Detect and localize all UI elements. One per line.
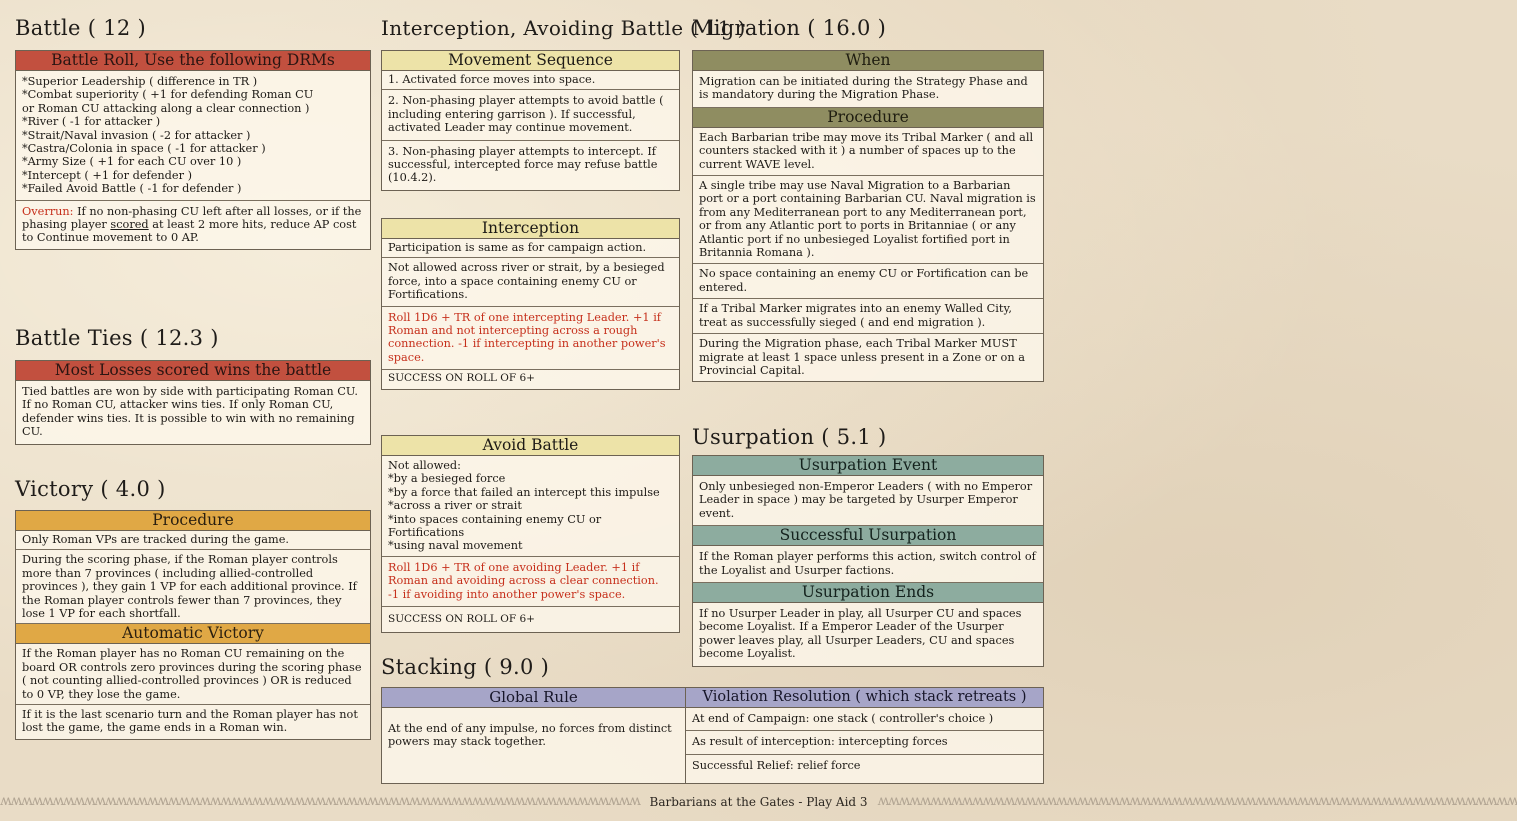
avoid-battle-roll: Roll 1D6 + TR of one avoiding Leader. +1 if Roman and avoiding across a clear connection. -1 if avoiding into another power's space. <box>382 557 679 607</box>
overrun-text-2: at least 2 more hits, reduce AP cost to Continue movement to 0 AP. <box>22 218 357 245</box>
battle-ties-title: Battle Ties ( 12.3 ) <box>15 326 219 350</box>
usurpation-event-text: Only unbesieged non-Emperor Leaders ( with no Emperor Leader in space ) may be targeted by Usurper Emperor event. <box>693 476 1043 526</box>
drm-line: *Army Size ( +1 for each CU over 10 ) <box>22 155 242 169</box>
global-rule-text: At the end of any impulse, no forces from distinct powers may stack together. <box>388 722 672 749</box>
migration-procedure-header: Procedure <box>693 108 1043 128</box>
victory-procedure-row: During the scoring phase, if the Roman player controls more than 7 provinces ( including allied-controlled provinces ), they gain 1 VP for each additional province. If the Roman player controls fewer than 7 provinces, they lose 1 VP for each shortfall. <box>16 550 370 624</box>
footer-title: Barbarians at the Gates - Play Aid 3 <box>649 795 868 809</box>
avoid-battle-restrictions <box>382 456 679 557</box>
global-rule-header: Global Rule <box>382 688 685 708</box>
drm-line: *River ( -1 for attacker ) <box>22 115 161 129</box>
interception-header: Interception <box>382 219 679 239</box>
footer-ornament-right: ʍʍʍʍʍʍʍʍʍʍʍʍʍʍʍʍʍʍʍʍʍʍʍʍʍʍʍʍʍʍʍʍʍʍʍʍʍʍʍʍʍʍʍʍʍʍʍʍʍʍʍʍʍʍʍʍʍʍʍʍʍ <box>877 793 1517 809</box>
avoid-battle-success: SUCCESS ON ROLL OF 6+ <box>388 613 535 626</box>
usurpation-event-header: Usurpation Event <box>693 456 1043 476</box>
battle-ties-box <box>15 360 371 445</box>
interception-row: Not allowed across river or strait, by a besieged force, into a space containing enemy CU or Fortifications. <box>382 258 679 306</box>
avoid-line: Not allowed: <box>388 459 461 472</box>
overrun-text: If no non-phasing CU left after all losses, or if the phasing player <box>22 204 362 232</box>
avoid-line: *by a besieged force <box>388 472 506 486</box>
usurpation-ends-text: If no Usurper Leader in play, all Usurper CU and spaces become Loyalist. If a Emperor Leader of the Usurper power leaves play, all Usurper Leaders, CU and spaces become Loyalist. <box>699 607 1022 661</box>
violation-resolution-panel <box>686 688 1043 783</box>
migration-procedure-row: A single tribe may use Naval Migration to a Barbarian port or a port containing Barbarian CU. Naval migration is from any Mediterranean port to any Mediterranean port, or from any Atlantic port to ports in Britanniae ( or any Atlantic port if no unbesieged Loyalist fortified port in Britannia Romana ). <box>693 176 1043 264</box>
migration-procedure-row: Each Barbarian tribe may move its Tribal Marker ( and all counters stacked with it ) a number of spaces up to the current WAVE level. <box>693 128 1043 176</box>
migration-when-header: When <box>693 51 1043 71</box>
automatic-victory-header: Automatic Victory <box>16 624 370 644</box>
avoid-battle-box <box>381 435 680 633</box>
battle-roll-header: Battle Roll, Use the following DRMs <box>16 51 370 71</box>
overrun-label: Overrun: <box>22 204 74 218</box>
overrun-scored: scored <box>110 218 149 232</box>
drm-line: or Roman CU attacking along a clear connection ) <box>22 101 310 115</box>
movement-sequence-header: Movement Sequence <box>382 51 679 71</box>
usurpation-ends-header: Usurpation Ends <box>693 583 1043 603</box>
battle-title: Battle ( 12 ) <box>15 16 147 40</box>
migration-box <box>692 50 1044 382</box>
migration-procedure-row: During the Migration phase, each Tribal Marker MUST migrate at least 1 space unless present in a Zone or on a Provincial Capital. <box>699 337 1025 377</box>
battle-drm-list <box>16 71 370 201</box>
usurpation-title: Usurpation ( 5.1 ) <box>692 425 887 449</box>
drm-line: *Combat superiority ( +1 for defending Roman CU <box>22 88 314 102</box>
movement-step: 1. Activated force moves into space. <box>382 71 679 90</box>
migration-procedure-row: If a Tribal Marker migrates into an enemy Walled City, treat as successfully sieged ( and end migration ). <box>693 299 1043 334</box>
avoid-line: *by a force that failed an intercept this impulse <box>388 485 660 499</box>
victory-procedure-row: Only Roman VPs are tracked during the game. <box>16 531 370 550</box>
victory-procedure-header: Procedure <box>16 511 370 531</box>
successful-usurpation-text: If the Roman player performs this action, switch control of the Loyalist and Usurper factions. <box>693 546 1043 583</box>
battle-box <box>15 50 371 250</box>
movement-step: 3. Non-phasing player attempts to intercept. If successful, intercepted force may refuse battle (10.4.2). <box>388 144 658 185</box>
violation-row: As result of interception: intercepting forces <box>686 731 1043 754</box>
interception-roll: Roll 1D6 + TR of one intercepting Leader. +1 if Roman and not intercepting across a rough connection. -1 if intercepting in another power's space. <box>382 307 679 371</box>
violation-resolution-header: Violation Resolution ( which stack retreats ) <box>686 688 1043 708</box>
interception-title: Interception, Avoiding Battle ( 11 ) <box>381 16 746 40</box>
drm-line: *Superior Leadership ( difference in TR ) <box>22 75 258 88</box>
avoid-battle-header: Avoid Battle <box>382 436 679 456</box>
overrun-rule <box>16 201 370 249</box>
footer <box>0 792 1517 812</box>
successful-usurpation-header: Successful Usurpation <box>693 526 1043 546</box>
movement-step: 2. Non-phasing player attempts to avoid battle ( including entering garrison ). If successful, activated Leader may continue movement. <box>382 90 679 140</box>
global-rule-panel <box>382 688 686 783</box>
drm-line: *Intercept ( +1 for defender ) <box>22 168 192 182</box>
violation-row: Successful Relief: relief force <box>692 758 861 772</box>
footer-ornament-left: ʍʍʍʍʍʍʍʍʍʍʍʍʍʍʍʍʍʍʍʍʍʍʍʍʍʍʍʍʍʍʍʍʍʍʍʍʍʍʍʍʍʍʍʍʍʍʍʍʍʍʍʍʍʍʍʍʍʍʍʍʍ <box>0 793 640 809</box>
movement-sequence-box <box>381 50 680 191</box>
drm-line: *Failed Avoid Battle ( -1 for defender ) <box>22 182 242 196</box>
avoid-line: *into spaces containing enemy CU or Fortifications <box>388 512 602 540</box>
usurpation-box <box>692 455 1044 667</box>
drm-line: *Castra/Colonia in space ( -1 for attacker ) <box>22 142 266 156</box>
stacking-box <box>381 687 1044 784</box>
automatic-victory-row: If it is the last scenario turn and the Roman player has not lost the game, the game ends in a Roman win. <box>22 708 358 735</box>
victory-box <box>15 510 371 740</box>
automatic-victory-row: If the Roman player has no Roman CU remaining on the board OR controls zero provinces during the scoring phase ( not counting allied-controlled provinces ) OR is reduced to 0 VP, they lose the game. <box>16 644 370 705</box>
interception-success: SUCCESS ON ROLL OF 6+ <box>388 372 535 385</box>
drm-line: *Strait/Naval invasion ( -2 for attacker ) <box>22 128 251 142</box>
battle-ties-header: Most Losses scored wins the battle <box>16 361 370 381</box>
interception-box <box>381 218 680 390</box>
victory-title: Victory ( 4.0 ) <box>15 477 166 501</box>
migration-title: Migration ( 16.0 ) <box>692 16 887 40</box>
migration-when-text: Migration can be initiated during the Strategy Phase and is mandatory during the Migration Phase. <box>693 71 1043 108</box>
violation-row: At end of Campaign: one stack ( controller's choice ) <box>686 708 1043 731</box>
interception-row: Participation is same as for campaign action. <box>382 239 679 258</box>
avoid-line: *using naval movement <box>388 539 523 553</box>
stacking-title: Stacking ( 9.0 ) <box>381 655 550 679</box>
avoid-line: *across a river or strait <box>388 499 522 513</box>
battle-ties-text: Tied battles are won by side with participating Roman CU. If no Roman CU, attacker wins ties. If only Roman CU, defender wins ties. It is possible to win with no remaining CU. <box>22 385 358 439</box>
migration-procedure-row: No space containing an enemy CU or Fortification can be entered. <box>693 264 1043 299</box>
